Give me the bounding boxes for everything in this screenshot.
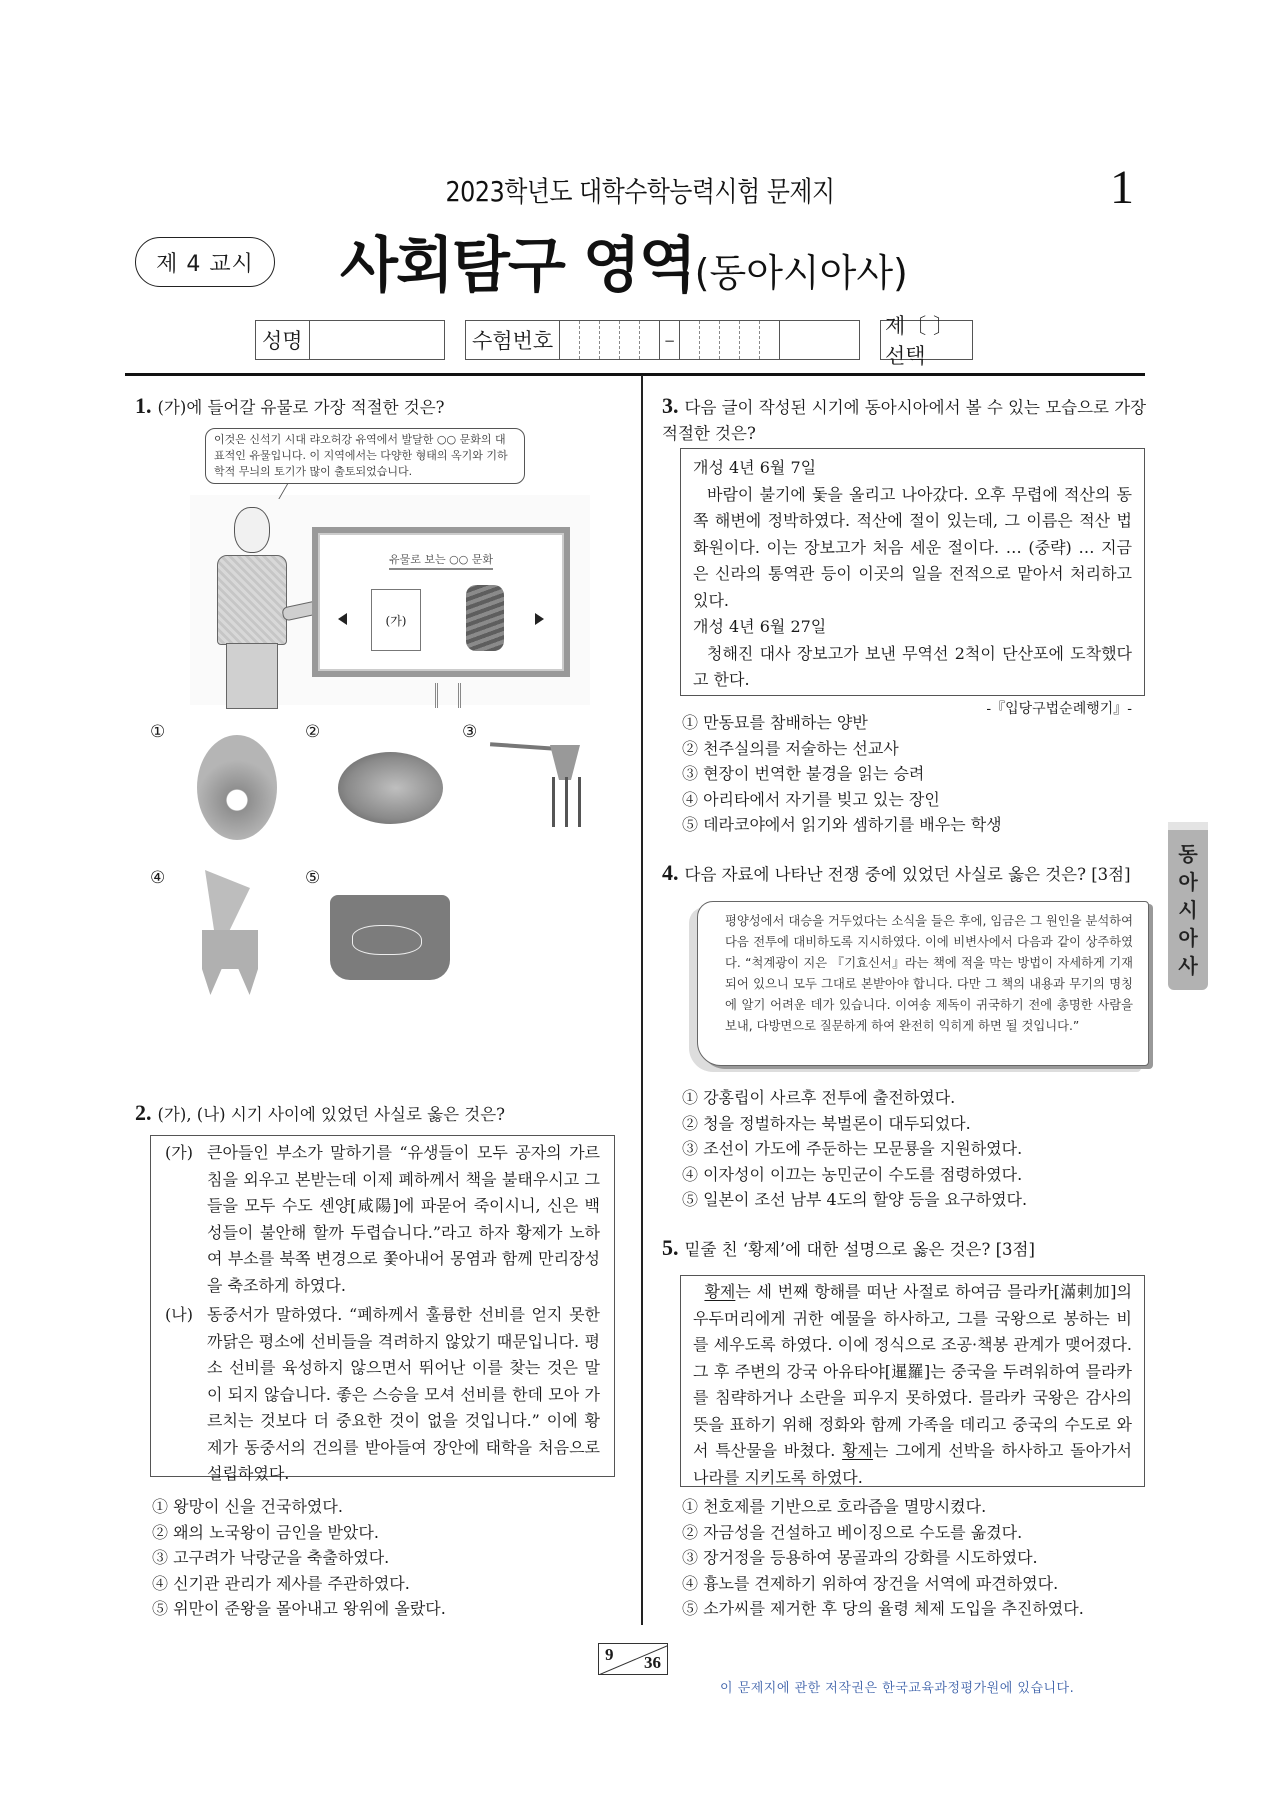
choice-5[interactable]: ⑤ 일본이 조선 남부 4도의 할양 등을 요구하였다. <box>682 1190 1028 1209</box>
question-text: (가)에 들어갈 유물로 가장 적절한 것은? <box>157 398 445 417</box>
presentation-board <box>312 527 570 677</box>
exam-number-dash: – <box>660 321 680 359</box>
choice-2[interactable]: ② 천주실의를 저술하는 선교사 <box>682 738 899 758</box>
source-text-b: 는 그에게 선박을 하사하고 돌아가서 나라를 지키도록 하였다. <box>693 1441 1132 1487</box>
side-tab-char: 아 <box>1178 870 1198 894</box>
paragraph-tag: (나) <box>165 1305 193 1324</box>
choice-5[interactable]: ⑤ 위만이 준왕을 몰아내고 왕위에 올랐다. <box>152 1599 446 1618</box>
header-rule <box>125 373 1145 376</box>
q4-choices <box>682 1085 1027 1213</box>
choice-4[interactable]: ④ 흉노를 견제하기 위하여 장건을 서역에 파견하였다. <box>682 1573 1059 1593</box>
teacher-illustration <box>190 495 590 705</box>
arrow-left-icon <box>338 613 347 625</box>
choice-1[interactable]: ① 왕망이 신을 건국하였다. <box>152 1497 343 1516</box>
choice-1[interactable]: ① 천호제를 기반으로 호라즘을 멸망시켰다. <box>682 1497 987 1516</box>
q5-choices <box>682 1494 1084 1622</box>
question-text: 다음 글이 작성된 시기에 동아시아에서 볼 수 있는 모습으로 가장 적절한 것은? <box>662 398 1147 443</box>
digit-cell[interactable] <box>560 321 580 359</box>
exam-title: 2023학년도 대학수학능력시험 문제지 <box>445 175 835 208</box>
arrow-right-icon <box>535 613 544 625</box>
digit-cell[interactable] <box>620 321 640 359</box>
choice-1[interactable]: ① 만동묘를 참배하는 양반 <box>682 713 868 732</box>
choice-3[interactable]: ③ 고구려가 낙랑군을 축출하였다. <box>152 1548 390 1567</box>
examinee-info-row <box>0 314 1280 368</box>
diary-date-1: 개성 4년 6월 7일 <box>693 458 817 477</box>
q3-source-box <box>680 448 1145 717</box>
book-text: 평양성에서 대승을 거두었다는 소식을 들은 후에, 임금은 그 원인을 분석하여 다음 전투에 대비하도록 지시하였다. 이에 비변사에서 다음과 같이 상주하였다. “척계광이 지은 『기효신서』라는 책에 적을 막는 방법이 자세하게 기재되어 있으니 모두 그대로 본받아야 합니다. 다만 그 책의 내용과 무기의 명칭에 알기 어려운 데가 있습니다. 이여송 제독이 귀국하기 전에 총명한 사람을 보내, 다방면으로 질문하게 하여 완전히 익히게 하면 될 것입니다.” <box>725 914 1133 1033</box>
question-text: (가), (나) 시기 사이에 있었던 사실로 옳은 것은? <box>157 1105 506 1124</box>
question-number: 1. <box>135 393 152 418</box>
subject-subtitle: (동아시아사) <box>694 251 908 295</box>
question-number: 2. <box>135 1100 152 1125</box>
board-title: 유물로 보는 ○○ 문화 <box>389 553 493 570</box>
digit-cell[interactable] <box>580 321 600 359</box>
question-2-title <box>135 1100 505 1128</box>
diary-entry-1: 바람이 불기에 돛을 올리고 나아갔다. 오후 무렵에 적산의 동쪽 해변에 정박하였다. 적산에 절이 있는데, 그 이름은 적산 법화원이다. 이는 장보고가 처음 세운 절이다. … (중략) … 지금은 신라의 통역관 등이 이곳의 일을 전적으로 맡아서 처리하고 있다. <box>693 484 1132 610</box>
choice-5[interactable]: ⑤ 데라코야에서 읽기와 셈하기를 배우는 학생 <box>682 815 1002 834</box>
source-paragraph-na <box>165 1302 600 1488</box>
bronze-jue-vessel-image[interactable] <box>490 737 590 832</box>
option-4-label[interactable]: ④ <box>150 868 166 888</box>
subject-title <box>340 218 908 304</box>
option-5-label[interactable]: ⑤ <box>305 868 321 888</box>
choice-4[interactable]: ④ 신기관 관리가 제사를 주관하였다. <box>152 1573 410 1593</box>
side-tab-char: 아 <box>1178 926 1198 950</box>
speech-bubble: 이것은 신석기 시대 랴오허강 유역에서 발달한 ○○ 문화의 대표적인 유물입니다. 이 지역에서는 다양한 형태의 옥기와 기하학적 무늬의 토기가 많이 출토되었습니다. <box>205 428 525 484</box>
exam-number-label: 수험번호 <box>466 321 560 359</box>
page-current: 9 <box>605 1645 614 1664</box>
column-divider <box>641 375 643 1625</box>
choice-3[interactable]: ③ 조선이 가도에 주둔하는 모문룡을 지원하였다. <box>682 1139 1023 1158</box>
choice-3[interactable]: ③ 장거정을 등용하여 몽골과의 강화를 시도하였다. <box>682 1548 1038 1567</box>
subject-side-tab <box>1168 830 1208 990</box>
choice-5[interactable]: ⑤ 소가씨를 제거한 후 당의 율령 체제 도입을 추진하였다. <box>682 1599 1084 1618</box>
subject-name: 사회탐구 영역 <box>340 231 695 301</box>
digit-cell[interactable] <box>600 321 620 359</box>
jade-pig-dragon-image[interactable] <box>197 735 277 840</box>
q3-choices <box>682 710 1002 838</box>
digit-cell[interactable] <box>680 321 700 359</box>
underlined-emperor: 황제 <box>704 1282 736 1301</box>
question-text: 다음 자료에 나타난 전쟁 중에 있었던 사실로 옳은 것은? [3점] <box>684 865 1131 884</box>
q2-source-box <box>150 1135 615 1483</box>
artifact-slot-ga: (가) <box>371 589 421 651</box>
side-tab-edge <box>1168 822 1208 830</box>
page-indicator <box>598 1643 668 1675</box>
source-paragraph-ga <box>165 1140 600 1299</box>
paragraph-tag: (가) <box>165 1143 193 1162</box>
choice-4[interactable]: ④ 아리타에서 자기를 빚고 있는 장인 <box>682 789 940 809</box>
name-field[interactable] <box>255 320 445 360</box>
page-total: 36 <box>644 1653 661 1672</box>
paragraph-text: 큰아들인 부소가 말하기를 “유생들이 모두 공자의 가르침을 외우고 본받는데 이제 폐하께서 책을 불태우시고 그들을 모두 수도 셴양[咸陽]에 파묻어 죽이시니, 신은 백성들이 불안해 할까 두렵습니다.”라고 하자 황제가 노하여 부소를 북쪽 변경으로 쫓아내어 몽염과 함께 만리장성을 축조하게 하였다. <box>207 1143 600 1295</box>
diary-entry-2: 청해진 대사 장보고가 보낸 무역선 2척이 단산포에 도착했다고 한다. <box>693 643 1132 689</box>
question-number: 5. <box>662 1235 679 1260</box>
digit-cell[interactable] <box>720 321 740 359</box>
gui-tripod-pitcher-image[interactable] <box>200 870 260 1000</box>
choice-1[interactable]: ① 강홍립이 사르후 전투에 출전하였다. <box>682 1088 956 1107</box>
source-citation: -『입당구법순례행기』- <box>986 700 1132 717</box>
underlined-emperor: 황제 <box>842 1441 874 1460</box>
option-3-label[interactable]: ③ <box>462 722 478 742</box>
stone-bowl-image[interactable] <box>338 752 443 824</box>
boar-pattern-pot-image[interactable] <box>330 895 450 980</box>
option-1-label[interactable]: ① <box>150 722 166 742</box>
digit-cell[interactable] <box>640 321 660 359</box>
choice-3[interactable]: ③ 현장이 번역한 불경을 읽는 승려 <box>682 764 925 783</box>
painted-pottery-jar-image <box>466 585 504 651</box>
side-tab-char: 시 <box>1178 898 1198 922</box>
question-text: 밑줄 친 ‘황제’에 대한 설명으로 옳은 것은? [3점] <box>684 1240 1035 1259</box>
q2-choices <box>152 1494 446 1622</box>
question-1-title <box>135 393 445 421</box>
exam-number-field[interactable] <box>465 320 860 360</box>
question-number: 4. <box>662 860 679 885</box>
choice-4[interactable]: ④ 이자성이 이끄는 농민군이 수도를 점령하였다. <box>682 1164 1023 1184</box>
question-3-title <box>662 393 1152 447</box>
choice-2[interactable]: ② 왜의 노국왕이 금인을 받았다. <box>152 1522 379 1542</box>
diary-date-2: 개성 4년 6월 27일 <box>693 617 827 636</box>
board-stand <box>435 683 461 708</box>
question-number: 3. <box>662 393 679 418</box>
side-tab-char: 사 <box>1178 954 1198 978</box>
q5-source-box <box>680 1275 1145 1487</box>
digit-cell[interactable] <box>700 321 720 359</box>
choice-2[interactable]: ② 청을 정벌하자는 북벌론이 대두되었다. <box>682 1113 971 1133</box>
option-2-label[interactable]: ② <box>305 722 321 742</box>
elective-choice-field[interactable]: 제〔 〕선택 <box>880 320 973 360</box>
digit-cell[interactable] <box>740 321 760 359</box>
choice-2[interactable]: ② 자금성을 건설하고 베이징으로 수도를 옮겼다. <box>682 1522 1023 1542</box>
page-number: 1 <box>1110 161 1134 214</box>
paragraph-text: 동중서가 말하였다. “폐하께서 훌륭한 선비를 얻지 못한 까닭은 평소에 선비들을 격려하지 않았기 때문입니다. 평소 선비를 육성하지 않으면서 뛰어난 이를 찾는 것은 말이 되지 않습니다. 좋은 스승을 모셔 선비를 한데 모아 가르치는 것보다 더 중요한 것이 없을 것입니다.” 이에 황제가 동중서의 건의를 받아들여 장안에 태학을 처음으로 설립하였다. <box>207 1305 600 1483</box>
question-5-title <box>662 1235 1035 1263</box>
q4-book-source <box>685 895 1150 1075</box>
digit-cell[interactable] <box>760 321 780 359</box>
copyright-notice: 이 문제지에 관한 저작권은 한국교육과정평가원에 있습니다. <box>720 1681 1075 1696</box>
side-tab-char: 동 <box>1178 842 1198 866</box>
name-label: 성명 <box>256 321 310 359</box>
question-4-title <box>662 860 1131 888</box>
period-badge: 제 4 교시 <box>135 237 275 287</box>
teacher-figure <box>212 507 292 707</box>
source-text-a: 는 세 번째 항해를 떠난 사절로 하여금 믈라카[滿剌加]의 우두머리에게 귀한 예물을 하사하고, 그를 국왕으로 봉하는 비를 세우도록 하였다. 이에 정식으로 조공·책봉 관계가 맺어졌다. 그 후 주변의 강국 아유타야[暹羅]는 중국을 두려워하여 믈라카를 침략하거나 소란을 피우지 못하였다. 믈라카 국왕은 감사의 뜻을 표하기 위해 정화와 함께 가족을 데리고 중국의 수도로 와서 특산물을 바쳤다. <box>693 1282 1132 1460</box>
